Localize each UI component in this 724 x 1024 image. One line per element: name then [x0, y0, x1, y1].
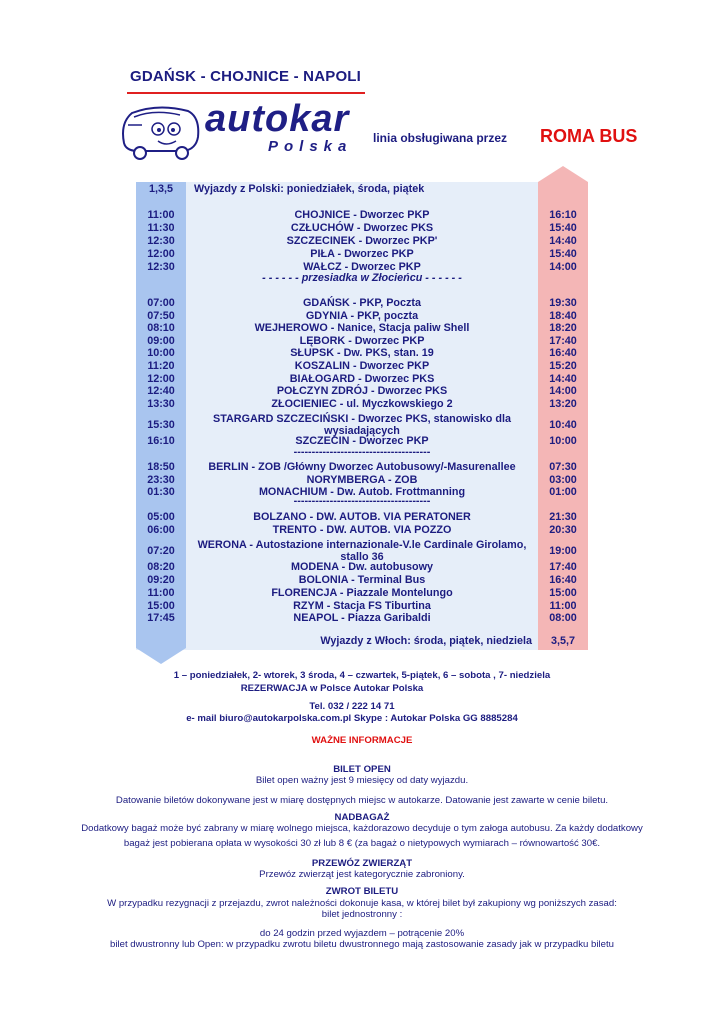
departure-time: 11:00 — [147, 587, 175, 599]
stop-name: KOSZALIN - Dworzec PKP — [294, 360, 430, 372]
stop-name: TRENTO - DW. AUTOB. VIA POZZO — [272, 524, 452, 536]
stop-name: BOLONIA - Terminal Bus — [298, 574, 426, 586]
departure-time: 08:20 — [147, 561, 175, 573]
stop-name: MONACHIUM - Dw. Autob. Frottmanning — [258, 486, 466, 498]
return-time: 11:00 — [549, 600, 577, 612]
stop-name: ZŁOCIENIEC - ul. Myczkowskiego 2 — [271, 398, 453, 410]
animals-title: PRZEWÓZ ZWIERZĄT — [311, 858, 413, 869]
return-time: 15:00 — [549, 587, 577, 599]
open-ticket-text: Bilet open ważny jest 9 miesięcy od daty wyjazdu. — [255, 775, 469, 786]
return-time: 17:40 — [549, 335, 577, 347]
return-time: 16:40 — [549, 347, 577, 359]
luggage-text-1: Dodatkowy bagaż może być zabrany w miarę wolnego miejsca, każdorazowo decyduje o tym załoga autobusu. Za każdy dodatkowy — [81, 823, 643, 834]
return-time: 17:40 — [549, 561, 577, 573]
refund-text-1: W przypadku rezygnacji z przejazdu, zwrot należności dokonuje kasa, w której bilet był zakupiony wg poniższych zasad: — [107, 898, 617, 909]
return-time: 08:00 — [549, 612, 577, 624]
stop-name: SZCZECIN - Dworzec PKP — [295, 435, 429, 447]
stop-name: GDYNIA - PKP, poczta — [305, 310, 419, 322]
return-time: 18:40 — [549, 310, 577, 322]
stop-name: MODENA - Dw. autobusowy — [291, 561, 433, 573]
stop-name: CZŁUCHÓW - Dworzec PKS — [290, 222, 434, 234]
title-underline — [127, 92, 365, 94]
stop-name: SZCZECINEK - Dworzec PKP' — [286, 235, 438, 247]
departure-time: 15:30 — [147, 419, 175, 431]
stop-name: -------------------------------------- — [293, 446, 431, 458]
stop-name: WAŁCZ - Dworzec PKP — [303, 261, 421, 273]
bus-logo-icon — [118, 103, 202, 163]
return-time: 13:20 — [549, 398, 577, 410]
departure-time: 12:00 — [147, 248, 175, 260]
return-time: 14:00 — [549, 385, 577, 397]
stop-name: PIŁA - Dworzec PKP — [310, 248, 414, 260]
departure-time: 11:30 — [147, 222, 175, 234]
stop-name: - - - - - - przesiadka w Złocieńcu - - - - - - — [262, 272, 462, 284]
return-time: 10:40 — [549, 419, 577, 431]
animals-text: Przewóz zwierząt jest kategorycznie zabroniony. — [259, 869, 465, 880]
departure-time: 01:30 — [147, 486, 175, 498]
return-time: 16:40 — [549, 574, 577, 586]
return-time: 19:00 — [549, 545, 577, 557]
departure-time: 23:30 — [147, 474, 175, 486]
stop-name: WERONA - Autostazione internazionale-V.le Cardinale Girolamo, stallo 36 — [197, 539, 527, 563]
stop-name: SŁUPSK - Dw. PKS, stan. 19 — [290, 347, 434, 359]
return-time: 15:20 — [549, 360, 577, 372]
stop-name: LĘBORK - Dworzec PKP — [299, 335, 425, 347]
important-heading: WAŻNE INFORMACJE — [311, 735, 413, 746]
departure-time: 07:50 — [147, 310, 175, 322]
phone-line: Tel. 032 / 222 14 71 — [309, 701, 395, 712]
return-time: 01:00 — [549, 486, 577, 498]
departure-time: 07:00 — [147, 297, 175, 309]
stop-name: GDAŃSK - PKP, Poczta — [303, 297, 421, 309]
departure-time: 12:30 — [147, 235, 175, 247]
return-time: 21:30 — [549, 511, 577, 523]
return-time: 16:10 — [549, 209, 577, 221]
departure-time: 08:10 — [147, 322, 175, 334]
stop-name: -------------------------------------- — [293, 495, 431, 507]
refund-title: ZWROT BILETU — [325, 886, 399, 897]
stop-name: NORYMBERGA - ZOB — [306, 474, 418, 486]
refund-text-4: bilet dwustronny lub Open: w przypadku zwrotu biletu dwustronnego mają zastosowanie zasady jak w przypadku biletu — [110, 939, 614, 950]
departure-time: 07:20 — [147, 545, 175, 557]
departure-time: 12:30 — [147, 261, 175, 273]
stop-name: BERLIN - ZOB /Główny Dworzec Autobusowy/-Masurenallee — [208, 461, 516, 473]
departure-time: 05:00 — [147, 511, 175, 523]
return-time: 03:00 — [549, 474, 577, 486]
departure-time: 06:00 — [147, 524, 175, 536]
outbound-days-text: Wyjazdy z Polski: poniedziałek, środa, piątek — [194, 183, 425, 195]
luggage-text-2: bagaż jest pobierana opłata w wysokości 30 zł lub 8 € (za bagaż o nietypowych wymiarach – równowartość 30€. — [123, 838, 601, 849]
departure-time: 10:00 — [147, 347, 175, 359]
departure-time: 18:50 — [147, 461, 175, 473]
stop-name: POŁCZYN ZDRÓJ - Dworzec PKS — [276, 385, 448, 397]
reservation-line: REZERWACJA w Polsce Autokar Polska — [240, 683, 424, 694]
operated-by-label: linia obsługiwana przez — [373, 131, 508, 145]
stop-name: CHOJNICE - Dworzec PKP — [294, 209, 430, 221]
departure-time: 16:10 — [147, 435, 175, 447]
day-legend: 1 – poniedziałek, 2- wtorek, 3 środa, 4 – czwartek, 5-piątek, 6 – sobota , 7- niedziela — [173, 670, 551, 681]
departure-time: 11:20 — [147, 360, 175, 372]
logo-subtitle: Polska — [268, 138, 353, 155]
return-time: 14:00 — [549, 261, 577, 273]
stop-name: WEJHEROWO - Nanice, Stacja paliw Shell — [254, 322, 470, 334]
return-time: 14:40 — [549, 235, 577, 247]
contact-line: e- mail biuro@autokarpolska.com.pl Skype : Autokar Polska GG 8885284 — [186, 713, 518, 724]
return-time: 20:30 — [549, 524, 577, 536]
departure-time: 11:00 — [147, 209, 175, 221]
stop-name: NEAPOL - Piazza Garibaldi — [293, 612, 431, 624]
departure-time: 12:40 — [147, 385, 175, 397]
return-time: 10:00 — [549, 435, 577, 447]
outbound-days: 1,3,5 — [148, 183, 173, 195]
return-time: 15:40 — [549, 222, 577, 234]
operator-name: ROMA BUS — [540, 126, 638, 146]
refund-text-3: do 24 godzin przed wyjazdem – potrącenie 20% — [259, 928, 465, 939]
stop-name: FLORENCJA - Piazzale Montelungo — [271, 587, 453, 599]
logo-wordmark: autokar — [205, 98, 350, 140]
departure-time: 12:00 — [147, 373, 175, 385]
return-days: 3,5,7 — [550, 635, 575, 647]
return-time: 18:20 — [549, 322, 577, 334]
open-ticket-title: BILET OPEN — [333, 764, 391, 775]
stop-name: BOLZANO - DW. AUTOB. VIA PERATONER — [253, 511, 471, 523]
return-time: 07:30 — [549, 461, 577, 473]
refund-text-2: bilet jednostronny : — [321, 909, 403, 920]
return-time: 15:40 — [549, 248, 577, 260]
departure-time: 09:20 — [147, 574, 175, 586]
return-time: 19:30 — [549, 297, 577, 309]
departure-time: 15:00 — [147, 600, 175, 612]
return-days-text: Wyjazdy z Włoch: środa, piątek, niedziela — [320, 635, 532, 647]
departure-time: 09:00 — [147, 335, 175, 347]
stop-name: BIAŁOGARD - Dworzec PKS — [289, 373, 435, 385]
stop-name: STARGARD SZCZECIŃSKI - Dworzec PKS, stanowisko dla wysiadających — [213, 413, 511, 437]
stop-name: RZYM - Stacja FS Tiburtina — [293, 600, 431, 612]
return-time: 14:40 — [549, 373, 577, 385]
departure-time: 17:45 — [147, 612, 175, 624]
dating-text: Datowanie biletów dokonywane jest w miarę dostępnych miejsc w autokarze. Datowanie jest zawarte w cenie biletu. — [115, 795, 609, 806]
departure-time: 13:30 — [147, 398, 175, 410]
route-title: GDAŃSK - CHOJNICE - NAPOLI — [130, 68, 362, 85]
luggage-title: NADBAGAŻ — [334, 812, 390, 823]
